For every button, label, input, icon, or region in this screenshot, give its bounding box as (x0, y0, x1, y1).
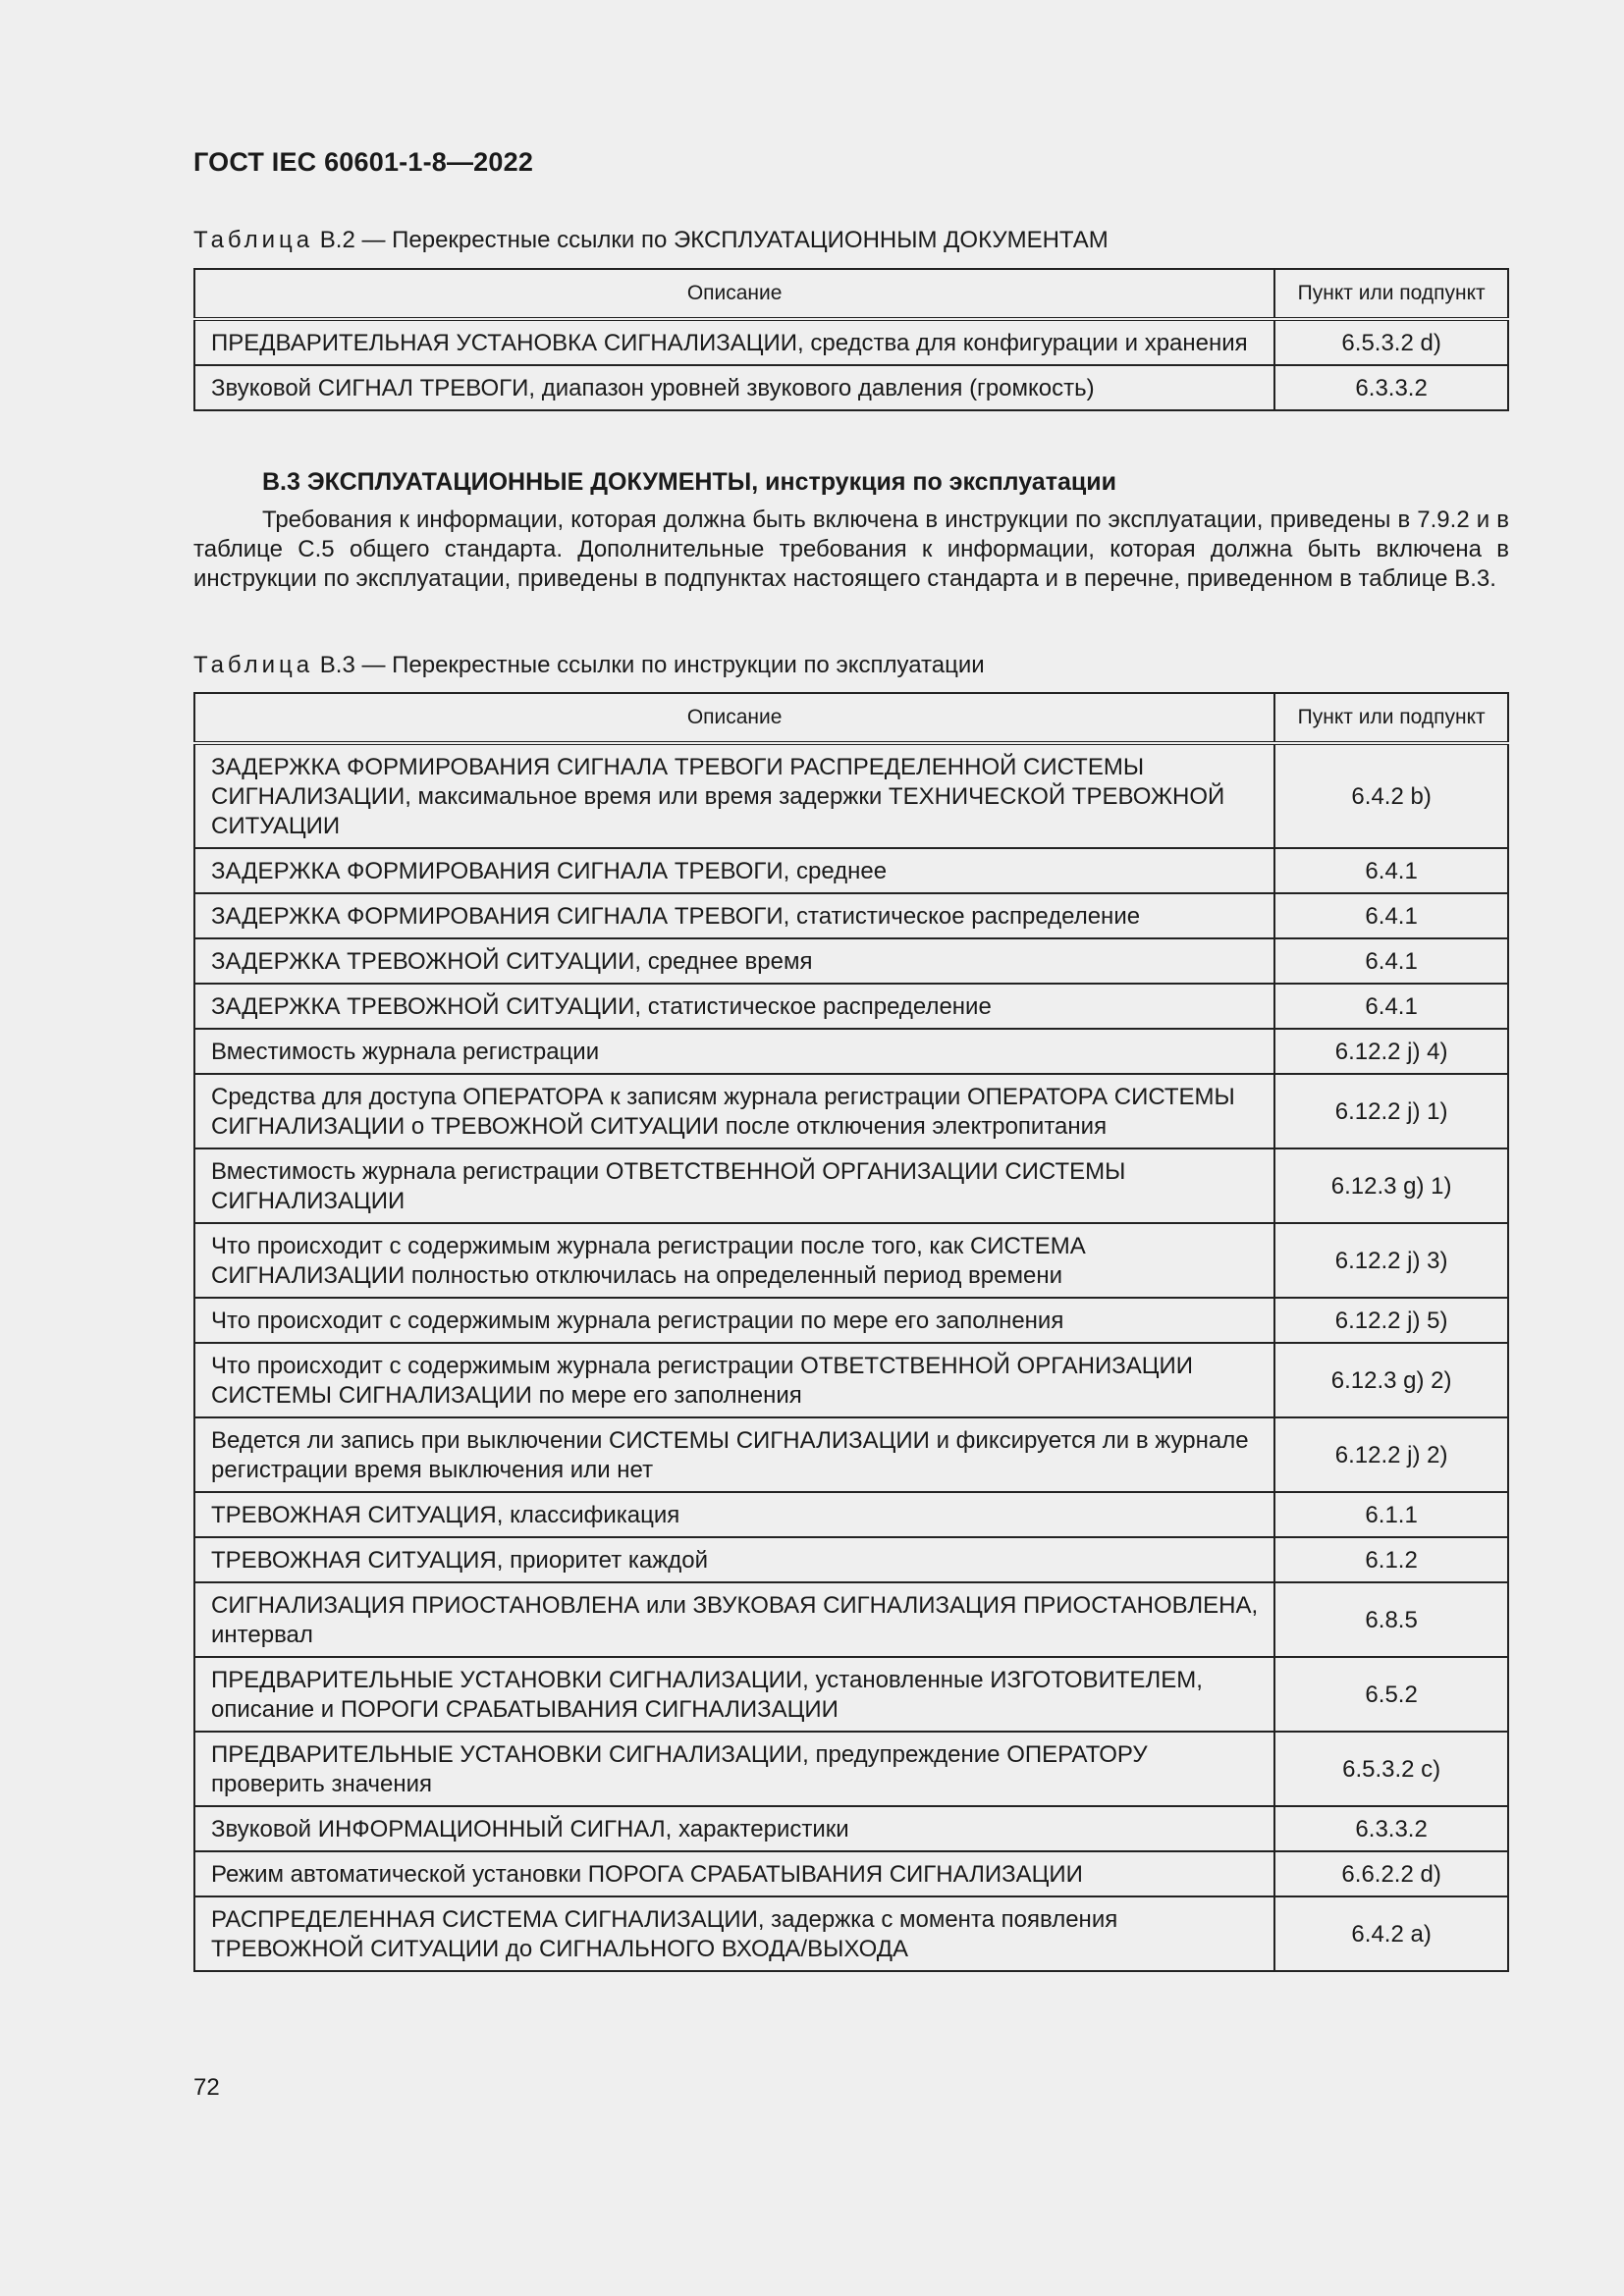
table-b2-caption-text: B.2 — Перекрестные ссылки по ЭКСПЛУАТАЦИОННЫМ ДОКУМЕНТАМ (319, 227, 1109, 253)
row-clause-ref: 6.12.3 g) 1) (1274, 1148, 1508, 1223)
table-row (194, 1851, 1508, 1896)
table-row (194, 1582, 1508, 1657)
table-b2-body (194, 319, 1508, 410)
row-description: ТРЕВОЖНАЯ СИТУАЦИЯ, приоритет каждой (194, 1537, 1274, 1582)
table-row (194, 1417, 1508, 1492)
row-clause-ref: 6.1.2 (1274, 1537, 1508, 1582)
table-b3 (193, 692, 1509, 1972)
row-clause-ref: 6.5.3.2 c) (1274, 1732, 1508, 1806)
row-description: ПРЕДВАРИТЕЛЬНЫЕ УСТАНОВКИ СИГНАЛИЗАЦИИ, предупреждение ОПЕРАТОРУ проверить значения (194, 1732, 1274, 1806)
table-row (194, 319, 1508, 365)
section-paragraph: Требования к информации, которая должна быть включена в инструкции по эксплуатации, приведены в 7.9.2 и в таблице C.5 общего стандарта. Дополнительные требования к информации, которая должна быть включена в инструкции по эксплуатации, приведены в подпунктах настоящего стандарта и в перечне, приведенном в таблице B.3. (193, 507, 1509, 592)
row-clause-ref: 6.6.2.2 d) (1274, 1851, 1508, 1896)
table-row (194, 938, 1508, 984)
row-description: Вместимость журнала регистрации (194, 1029, 1274, 1074)
row-description: ЗАДЕРЖКА ТРЕВОЖНОЙ СИТУАЦИИ, среднее время (194, 938, 1274, 984)
row-description: ЗАДЕРЖКА ТРЕВОЖНОЙ СИТУАЦИИ, статистическое распределение (194, 984, 1274, 1029)
row-description: ПРЕДВАРИТЕЛЬНАЯ УСТАНОВКА СИГНАЛИЗАЦИИ, средства для конфигурации и хранения (194, 319, 1274, 365)
row-clause-ref: 6.4.1 (1274, 984, 1508, 1029)
table-row (194, 1492, 1508, 1537)
row-description: ПРЕДВАРИТЕЛЬНЫЕ УСТАНОВКИ СИГНАЛИЗАЦИИ, установленные ИЗГОТОВИТЕЛЕМ, описание и ПОРОГИ СРАБАТЫВАНИЯ СИГНАЛИЗАЦИИ (194, 1657, 1274, 1732)
row-clause-ref: 6.12.2 j) 1) (1274, 1074, 1508, 1148)
row-clause-ref: 6.12.2 j) 4) (1274, 1029, 1508, 1074)
table-row (194, 743, 1508, 848)
table-b3-caption (193, 651, 985, 680)
row-description: Вместимость журнала регистрации ОТВЕТСТВЕННОЙ ОРГАНИЗАЦИИ СИСТЕМЫ СИГНАЛИЗАЦИИ (194, 1148, 1274, 1223)
row-description: РАСПРЕДЕЛЕННАЯ СИСТЕМА СИГНАЛИЗАЦИИ, задержка с момента появления ТРЕВОЖНОЙ СИТУАЦИИ до СИГНАЛЬНОГО ВХОДА/ВЫХОДА (194, 1896, 1274, 1971)
table-b2-caption-word: Таблица (193, 227, 314, 253)
row-clause-ref: 6.12.2 j) 3) (1274, 1223, 1508, 1298)
table-row (194, 1148, 1508, 1223)
column-header-clause: Пункт или подпункт (1274, 269, 1508, 319)
row-clause-ref: 6.4.1 (1274, 848, 1508, 893)
document-header: ГОСТ IEC 60601-1-8—2022 (193, 147, 534, 177)
table-row (194, 1732, 1508, 1806)
row-clause-ref: 6.8.5 (1274, 1582, 1508, 1657)
row-description: ЗАДЕРЖКА ФОРМИРОВАНИЯ СИГНАЛА ТРЕВОГИ, статистическое распределение (194, 893, 1274, 938)
table-header-row (194, 693, 1508, 743)
row-clause-ref: 6.4.2 b) (1274, 743, 1508, 848)
row-clause-ref: 6.12.2 j) 2) (1274, 1417, 1508, 1492)
row-description: ТРЕВОЖНАЯ СИТУАЦИЯ, классификация (194, 1492, 1274, 1537)
table-row (194, 1298, 1508, 1343)
row-clause-ref: 6.4.1 (1274, 893, 1508, 938)
row-clause-ref: 6.1.1 (1274, 1492, 1508, 1537)
table-row (194, 893, 1508, 938)
table-row (194, 1806, 1508, 1851)
row-clause-ref: 6.4.2 a) (1274, 1896, 1508, 1971)
table-b3-body (194, 743, 1508, 1971)
table-row (194, 1657, 1508, 1732)
row-description: Что происходит с содержимым журнала регистрации после того, как СИСТЕМА СИГНАЛИЗАЦИИ полностью отключилась на определенный период времени (194, 1223, 1274, 1298)
table-row (194, 1029, 1508, 1074)
table-row (194, 848, 1508, 893)
table-b3-caption-text: B.3 — Перекрестные ссылки по инструкции по эксплуатации (319, 652, 985, 678)
table-row (194, 984, 1508, 1029)
row-description: Режим автоматической установки ПОРОГА СРАБАТЫВАНИЯ СИГНАЛИЗАЦИИ (194, 1851, 1274, 1896)
table-b2-caption (193, 226, 1109, 255)
row-clause-ref: 6.5.2 (1274, 1657, 1508, 1732)
column-header-clause: Пункт или подпункт (1274, 693, 1508, 743)
section-heading: B.3 ЭКСПЛУАТАЦИОННЫЕ ДОКУМЕНТЫ, инструкция по эксплуатации (262, 468, 1116, 496)
row-clause-ref: 6.12.3 g) 2) (1274, 1343, 1508, 1417)
row-clause-ref: 6.4.1 (1274, 938, 1508, 984)
table-row (194, 1896, 1508, 1971)
row-description: Звуковой СИГНАЛ ТРЕВОГИ, диапазон уровней звукового давления (громкость) (194, 365, 1274, 410)
table-row (194, 1343, 1508, 1417)
row-clause-ref: 6.3.3.2 (1274, 1806, 1508, 1851)
row-description: Средства для доступа ОПЕРАТОРА к записям журнала регистрации ОПЕРАТОРА СИСТЕМЫ СИГНАЛИЗАЦИИ о ТРЕВОЖНОЙ СИТУАЦИИ после отключения электропитания (194, 1074, 1274, 1148)
table-row (194, 1537, 1508, 1582)
row-clause-ref: 6.5.3.2 d) (1274, 319, 1508, 365)
column-header-description: Описание (194, 269, 1274, 319)
row-description: Что происходит с содержимым журнала регистрации ОТВЕТСТВЕННОЙ ОРГАНИЗАЦИИ СИСТЕМЫ СИГНАЛИЗАЦИИ по мере его заполнения (194, 1343, 1274, 1417)
table-b2 (193, 268, 1509, 411)
row-description: Ведется ли запись при выключении СИСТЕМЫ СИГНАЛИЗАЦИИ и фиксируется ли в журнале регистрации время выключения или нет (194, 1417, 1274, 1492)
row-description: ЗАДЕРЖКА ФОРМИРОВАНИЯ СИГНАЛА ТРЕВОГИ, среднее (194, 848, 1274, 893)
row-description: Что происходит с содержимым журнала регистрации по мере его заполнения (194, 1298, 1274, 1343)
row-description: СИГНАЛИЗАЦИЯ ПРИОСТАНОВЛЕНА или ЗВУКОВАЯ СИГНАЛИЗАЦИЯ ПРИОСТАНОВЛЕНА, интервал (194, 1582, 1274, 1657)
row-description: ЗАДЕРЖКА ФОРМИРОВАНИЯ СИГНАЛА ТРЕВОГИ РАСПРЕДЕЛЕННОЙ СИСТЕМЫ СИГНАЛИЗАЦИИ, максимальное время или время задержки ТЕХНИЧЕСКОЙ ТРЕВОЖНОЙ СИТУАЦИИ (194, 743, 1274, 848)
table-b3-caption-word: Таблица (193, 652, 314, 678)
page-number: 72 (193, 2074, 220, 2101)
table-row (194, 1074, 1508, 1148)
row-clause-ref: 6.12.2 j) 5) (1274, 1298, 1508, 1343)
table-row (194, 365, 1508, 410)
table-header-row (194, 269, 1508, 319)
column-header-description: Описание (194, 693, 1274, 743)
table-row (194, 1223, 1508, 1298)
row-description: Звуковой ИНФОРМАЦИОННЫЙ СИГНАЛ, характеристики (194, 1806, 1274, 1851)
row-clause-ref: 6.3.3.2 (1274, 365, 1508, 410)
